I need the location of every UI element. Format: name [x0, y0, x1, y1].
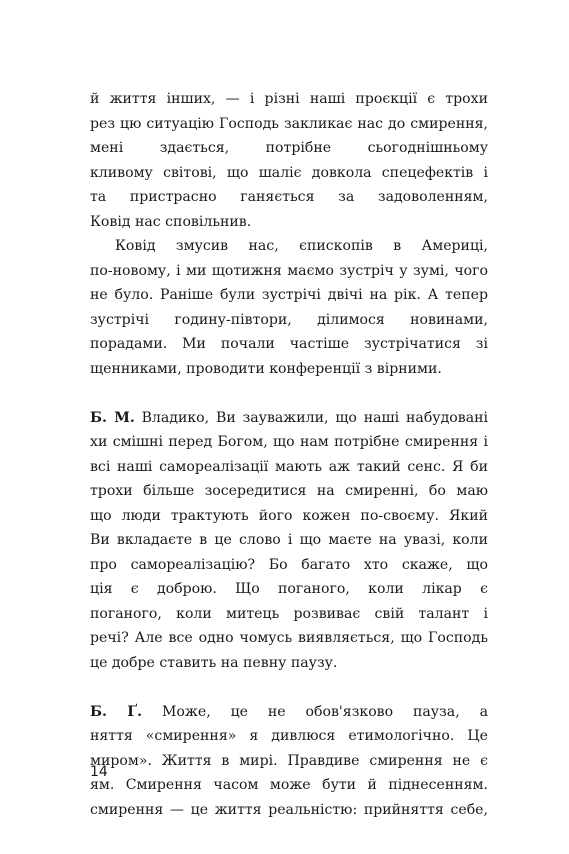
text-line: та пристрасно ганяється за задоволенням, — [90, 189, 488, 205]
text-line: няття «смирення» я дивлюся етимологічно. Це — [90, 728, 488, 744]
text-line: й життя інших, — і різні наші проєкції є трохи — [90, 91, 488, 107]
text-line: смирення — це життя реальністю: прийняття себе, — [90, 801, 488, 818]
text-line: рез цю ситуацію Господь закликає нас до смирення, — [90, 115, 488, 132]
text-line — [90, 700, 488, 725]
text-line: ям. Смирення часом може бути й піднесенням. — [90, 777, 488, 793]
text-line: по-новому, і ми щотижня маємо зустріч у зумі, чого — [90, 262, 488, 279]
speaker-label: Б. М. — [90, 409, 135, 426]
paragraph-gap — [90, 675, 488, 700]
text-line: це добре ставить на певну паузу. — [90, 654, 338, 671]
text-line: порадами. Ми почали частіше зустрічатися зі — [90, 336, 488, 352]
text-line: Ви вкладаєте в це слово і що маєте на увазі, коли — [90, 532, 488, 548]
text-line — [90, 406, 488, 431]
text-line: ція є доброю. Що поганого, коли лікар є — [90, 581, 488, 597]
text-line: хи смішні перед Богом, що нам потрібне смирення і — [90, 434, 488, 450]
body-text — [90, 87, 488, 822]
text-fragment: Владико, Ви зауважили, що наші набудовані — [141, 409, 488, 426]
text-line: поганого, коли митець розвиває свій талант і — [90, 605, 488, 622]
text-line: миром». Життя в мирі. Правдиве смирення не є — [90, 752, 488, 769]
text-line: що люди трактують його кожен по-своєму. Який — [90, 507, 488, 524]
text-line: про самореалізацію? Бо багато хто скаже, що — [90, 556, 488, 573]
text-line: Ковід змусив нас, єпископів в Америці, — [115, 238, 488, 254]
text-line: кливому світові, що шаліє довкола спецефектів і — [90, 164, 488, 181]
text-line: мені здається, потрібне сьогоднішньому — [90, 140, 488, 156]
text-line: всі наші самореалізації мають аж такий сенс. Я би — [90, 458, 488, 475]
text-line: щенниками, проводити конференції з вірними. — [90, 360, 442, 377]
text-fragment: Може, це не обов'язково пауза, а — [161, 703, 488, 720]
text-line: не було. Раніше були зустрічі двічі на рік. А тепер — [90, 287, 488, 303]
text-line: Ковід нас сповільнив. — [90, 213, 252, 230]
text-line: трохи більше зосередитися на смиренні, бо маю — [90, 483, 488, 499]
text-line: речі? Але все одно чомусь виявляється, що Господь — [90, 630, 488, 646]
speaker-label: Б. Ґ. — [90, 703, 143, 720]
text-line: зустрічі годину-півтори, ділимося новинами, — [90, 311, 488, 328]
paragraph-gap — [90, 381, 488, 406]
page-number: 14 — [90, 764, 108, 780]
